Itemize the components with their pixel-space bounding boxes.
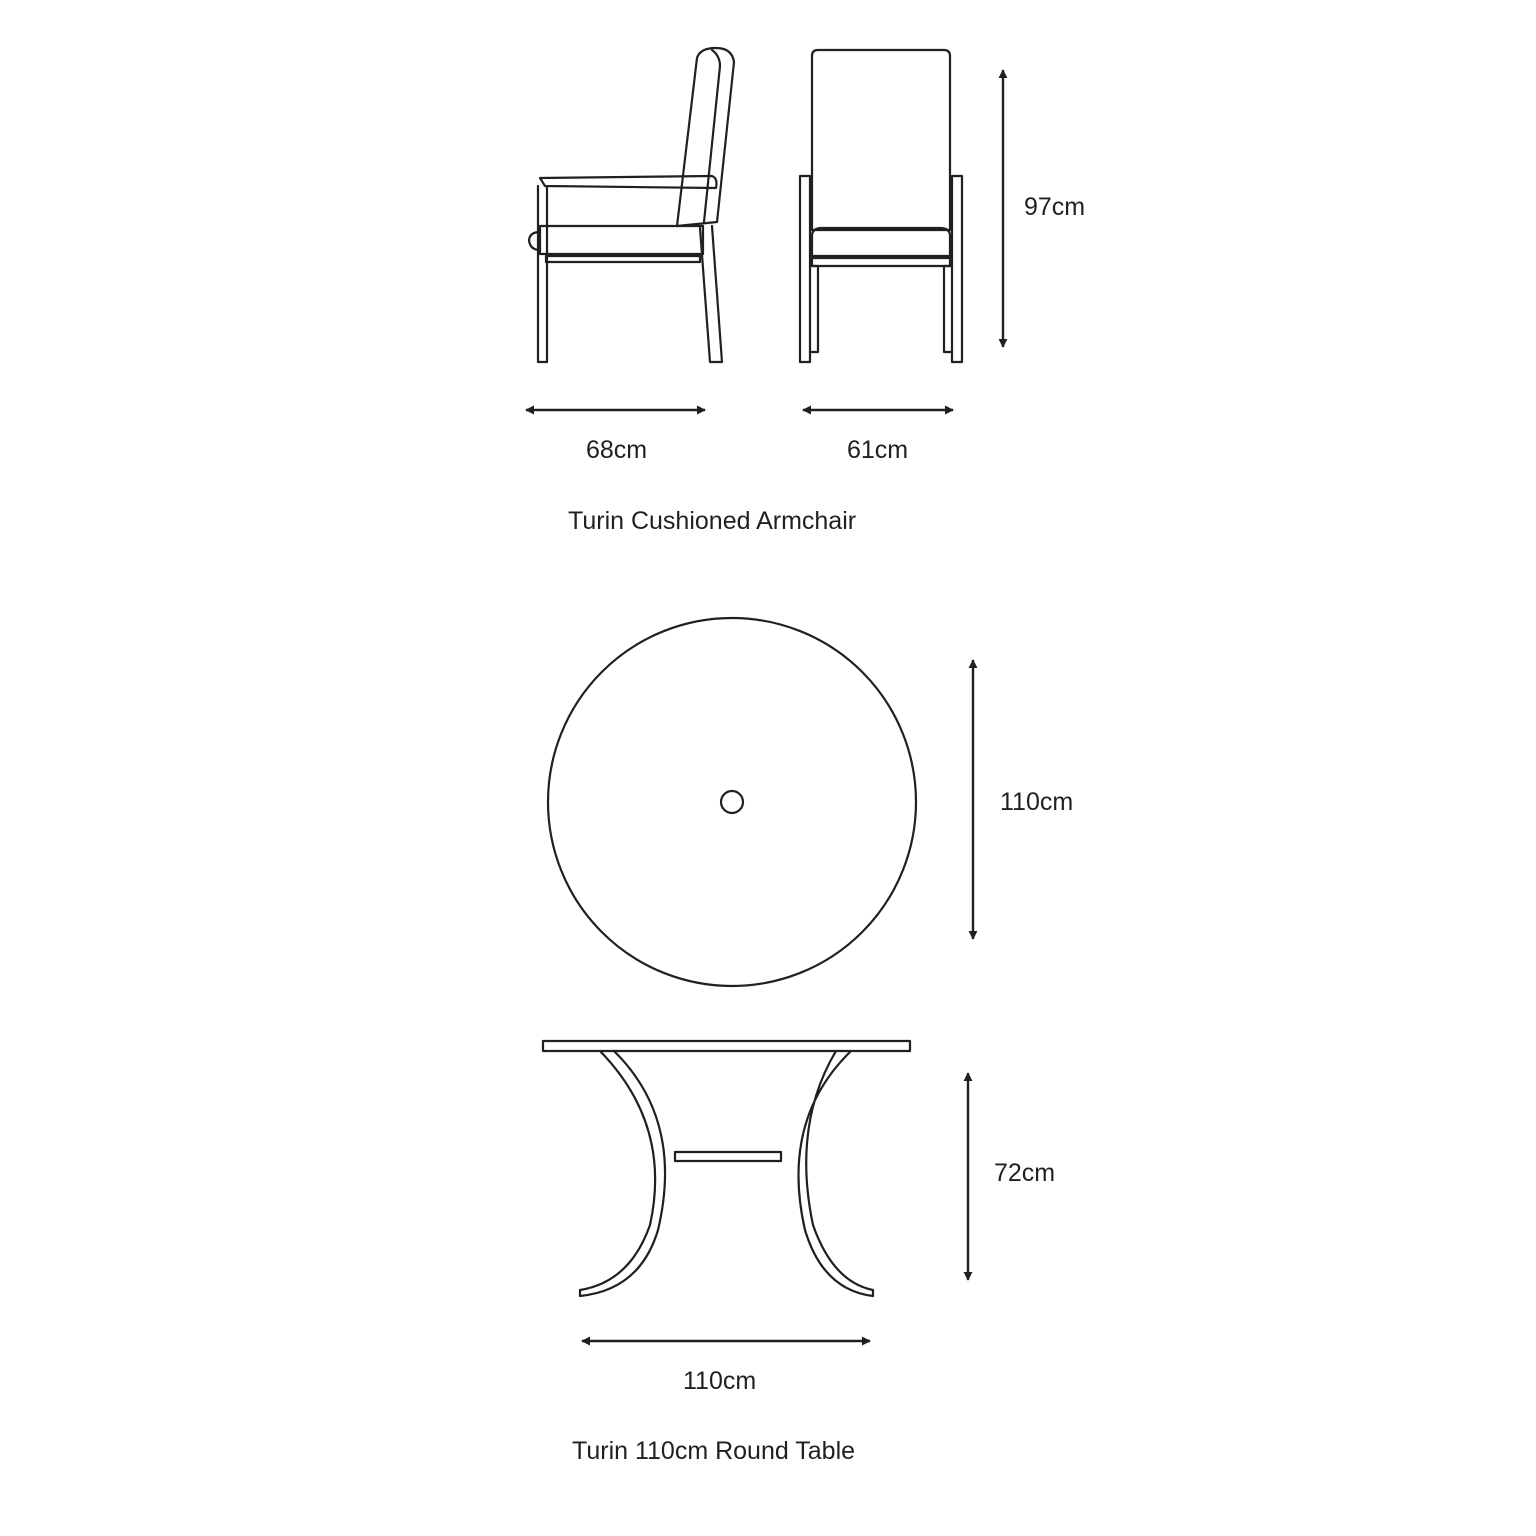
table-width-label: 110cm	[683, 1367, 757, 1395]
dimension-arrows	[526, 70, 1003, 1341]
table-height-label: 72cm	[994, 1159, 1056, 1187]
armchair-width-label: 61cm	[847, 436, 909, 464]
table-diameter-label: 110cm	[1000, 788, 1074, 816]
table-title: Turin 110cm Round Table	[572, 1437, 856, 1465]
armchair-depth-label: 68cm	[586, 436, 648, 464]
armchair-side-view	[529, 48, 734, 362]
table-side-view	[543, 1041, 910, 1296]
table-top-view	[548, 618, 916, 986]
armchair-title: Turin Cushioned Armchair	[568, 507, 857, 535]
parasol-hole	[721, 791, 743, 813]
armchair-height-label: 97cm	[1024, 193, 1086, 221]
armchair-front-view	[800, 50, 962, 362]
